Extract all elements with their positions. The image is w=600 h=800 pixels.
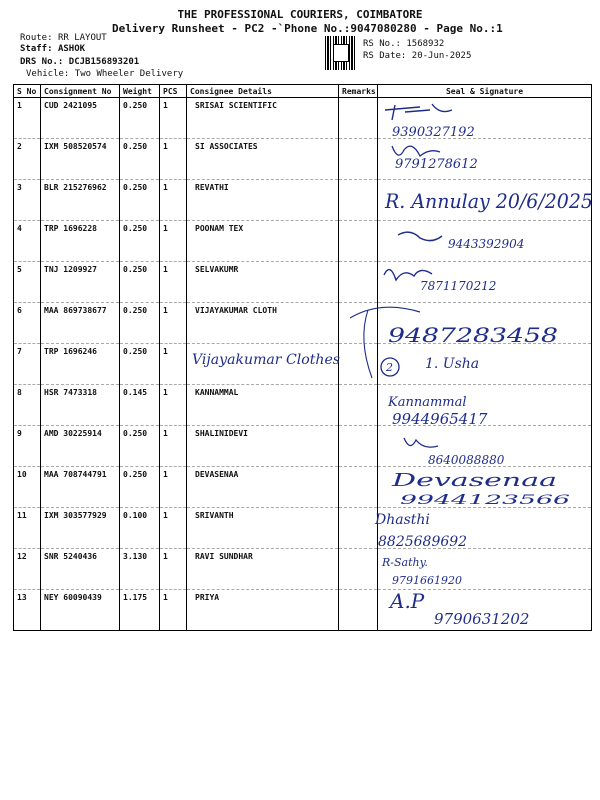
cell-consignment: IXM 508520574 <box>41 139 120 180</box>
cell-pcs: 1 <box>160 221 187 262</box>
route-line <box>20 33 107 43</box>
cell-sno: 4 <box>14 221 41 262</box>
drs-line <box>20 57 139 67</box>
cell-signature <box>378 303 592 344</box>
cell-remarks <box>339 180 378 221</box>
cell-remarks <box>339 344 378 385</box>
cell-consignment: HSR 7473318 <box>41 385 120 426</box>
staff-line <box>20 44 85 54</box>
cell-consignee: POONAM TEX <box>187 221 339 262</box>
rs-date-line <box>363 51 471 61</box>
cell-weight: 0.250 <box>120 98 160 139</box>
cell-sno: 12 <box>14 549 41 590</box>
sig8-name: Kannammal <box>388 395 467 410</box>
cell-sno: 6 <box>14 303 41 344</box>
cell-consignee <box>187 344 339 385</box>
cell-consignment: BLR 215276962 <box>41 180 120 221</box>
staff-value: ASHOK <box>57 44 86 54</box>
route-value: RR LAYOUT <box>57 33 107 43</box>
cell-consignment: CUD 2421095 <box>41 98 120 139</box>
cell-remarks <box>339 262 378 303</box>
cell-consignee: DEVASENAA <box>187 467 339 508</box>
table-row <box>14 98 592 139</box>
cell-signature <box>378 221 592 262</box>
cell-weight: 0.250 <box>120 467 160 508</box>
cell-consignment: TRP 1696228 <box>41 221 120 262</box>
cell-signature <box>378 180 592 221</box>
table-row <box>14 221 592 262</box>
sig7-circle: 2 <box>386 361 393 374</box>
cell-consignee: RAVI SUNDHAR <box>187 549 339 590</box>
cell-consignee: VIJAYAKUMAR CLOTH <box>187 303 339 344</box>
cell-consignee: PRIYA <box>187 590 339 631</box>
cell-pcs: 1 <box>160 98 187 139</box>
rs-date-label: RS Date: <box>363 51 407 61</box>
col-remarks: Remarks <box>339 85 378 98</box>
sig4-phone: 9443392904 <box>448 237 525 251</box>
vehicle-value: Two Wheeler Delivery <box>74 69 184 79</box>
table-row <box>14 590 592 631</box>
col-signature: Seal & Signature <box>378 85 592 98</box>
sig5-phone: 7871170212 <box>420 279 497 293</box>
cell-remarks <box>339 508 378 549</box>
cell-sno: 1 <box>14 98 41 139</box>
sig9-phone: 8640088880 <box>428 453 505 467</box>
col-consignment: Consignment No <box>41 85 120 98</box>
cell-signature <box>378 262 592 303</box>
cell-consignee: KANNAMMAL <box>187 385 339 426</box>
cell-consignee: SRIVANTH <box>187 508 339 549</box>
cell-weight: 0.250 <box>120 139 160 180</box>
table-row <box>14 139 592 180</box>
cell-pcs: 1 <box>160 549 187 590</box>
sig2-phone: 9791278612 <box>395 157 478 172</box>
table-row <box>14 344 592 385</box>
cell-pcs: 1 <box>160 262 187 303</box>
cell-weight: 0.250 <box>120 303 160 344</box>
row7-note: Vijayakumar Clothes <box>192 352 340 368</box>
sig6-phone: 9487283458 <box>388 323 558 347</box>
cell-pcs: 1 <box>160 385 187 426</box>
cell-signature <box>378 508 592 549</box>
cell-signature <box>378 385 592 426</box>
cell-consignment: IXM 303577929 <box>41 508 120 549</box>
runsheet-table <box>13 84 592 631</box>
cell-signature <box>378 590 592 631</box>
sig11-name: Dhasthi <box>375 512 430 528</box>
cell-consignment: AMD 30225914 <box>41 426 120 467</box>
rs-no-value: 1568932 <box>406 39 445 49</box>
staff-label: Staff: <box>20 44 53 54</box>
cell-remarks <box>339 303 378 344</box>
cell-signature <box>378 139 592 180</box>
cell-consignee: SI ASSOCIATES <box>187 139 339 180</box>
cell-sno: 3 <box>14 180 41 221</box>
rs-no-line <box>363 39 444 49</box>
cell-pcs: 1 <box>160 426 187 467</box>
table-row <box>14 549 592 590</box>
sig11-phone: 8825689692 <box>378 534 468 550</box>
cell-signature <box>378 549 592 590</box>
cell-remarks <box>339 98 378 139</box>
cell-pcs: 1 <box>160 467 187 508</box>
runsheet-subtitle: Delivery Runsheet - PC2 -`Phone No.:9047080280 - Page No.:1 <box>112 22 503 35</box>
cell-pcs: 1 <box>160 180 187 221</box>
cell-weight: 0.145 <box>120 385 160 426</box>
cell-sno: 13 <box>14 590 41 631</box>
company-title: THE PROFESSIONAL COURIERS, COIMBATORE <box>177 8 423 21</box>
table-row <box>14 180 592 221</box>
sig13-phone: 9790631202 <box>434 610 530 628</box>
cell-signature <box>378 98 592 139</box>
table-row <box>14 467 592 508</box>
cell-consignee: REVATHI <box>187 180 339 221</box>
cell-remarks <box>339 467 378 508</box>
table-row <box>14 262 592 303</box>
table-row <box>14 385 592 426</box>
table-row <box>14 303 592 344</box>
cell-weight: 0.250 <box>120 180 160 221</box>
sig10-name: Devasenaa <box>390 470 557 491</box>
sig3-text: R. Annulay 20/6/2025 <box>384 189 593 213</box>
sig12-phone: 9791661920 <box>392 574 462 587</box>
cell-remarks <box>339 221 378 262</box>
col-sno: S No <box>14 85 41 98</box>
route-label: Route: <box>20 33 53 43</box>
cell-weight: 0.250 <box>120 221 160 262</box>
cell-pcs: 1 <box>160 344 187 385</box>
col-weight: Weight <box>120 85 160 98</box>
cell-sno: 7 <box>14 344 41 385</box>
cell-sno: 10 <box>14 467 41 508</box>
cell-consignment: MAA 869738677 <box>41 303 120 344</box>
cell-consignment: TNJ 1209927 <box>41 262 120 303</box>
sig7-text: 1. Usha <box>425 356 480 372</box>
cell-pcs: 1 <box>160 303 187 344</box>
table-header-row <box>14 85 592 98</box>
rs-date-value: 20-Jun-2025 <box>411 51 472 61</box>
cell-consignee: SHALINIDEVI <box>187 426 339 467</box>
drs-value: DCJB156893201 <box>68 57 140 67</box>
drs-label: DRS No.: <box>20 57 64 67</box>
sig10-phone: 9944123566 <box>400 493 570 508</box>
cell-weight: 0.100 <box>120 508 160 549</box>
cell-remarks <box>339 139 378 180</box>
sig13-init: A.P <box>390 589 425 613</box>
cell-consignee: SRISAI SCIENTIFIC <box>187 98 339 139</box>
rs-no-label: RS No.: <box>363 39 401 49</box>
vehicle-line <box>26 69 183 79</box>
sig1-phone: 9390327192 <box>392 125 475 140</box>
cell-sno: 9 <box>14 426 41 467</box>
cell-sno: 2 <box>14 139 41 180</box>
cell-consignment: MAA 708744791 <box>41 467 120 508</box>
cell-signature <box>378 426 592 467</box>
cell-remarks <box>339 590 378 631</box>
table-row <box>14 426 592 467</box>
cell-remarks <box>339 385 378 426</box>
cell-weight: 0.250 <box>120 344 160 385</box>
cell-weight: 0.250 <box>120 426 160 467</box>
cell-signature <box>378 344 592 385</box>
cell-remarks <box>339 426 378 467</box>
cell-consignee: SELVAKUMR <box>187 262 339 303</box>
cell-consignment: SNR 5240436 <box>41 549 120 590</box>
cell-pcs: 1 <box>160 590 187 631</box>
cell-pcs: 1 <box>160 139 187 180</box>
cell-consignment: TRP 1696246 <box>41 344 120 385</box>
col-consignee: Consignee Details <box>187 85 339 98</box>
cell-weight: 1.175 <box>120 590 160 631</box>
sig12-name: R-Sathy. <box>382 556 428 569</box>
cell-remarks <box>339 549 378 590</box>
table-row <box>14 508 592 549</box>
cell-signature <box>378 467 592 508</box>
col-pcs: PCS <box>160 85 187 98</box>
cell-weight: 3.130 <box>120 549 160 590</box>
barcode-image <box>325 36 357 70</box>
cell-sno: 11 <box>14 508 41 549</box>
cell-consignment: NEY 60090439 <box>41 590 120 631</box>
cell-pcs: 1 <box>160 508 187 549</box>
sig8-phone: 9944965417 <box>392 410 488 428</box>
cell-sno: 5 <box>14 262 41 303</box>
cell-weight: 0.250 <box>120 262 160 303</box>
cell-sno: 8 <box>14 385 41 426</box>
vehicle-label: Vehicle: <box>26 69 70 79</box>
